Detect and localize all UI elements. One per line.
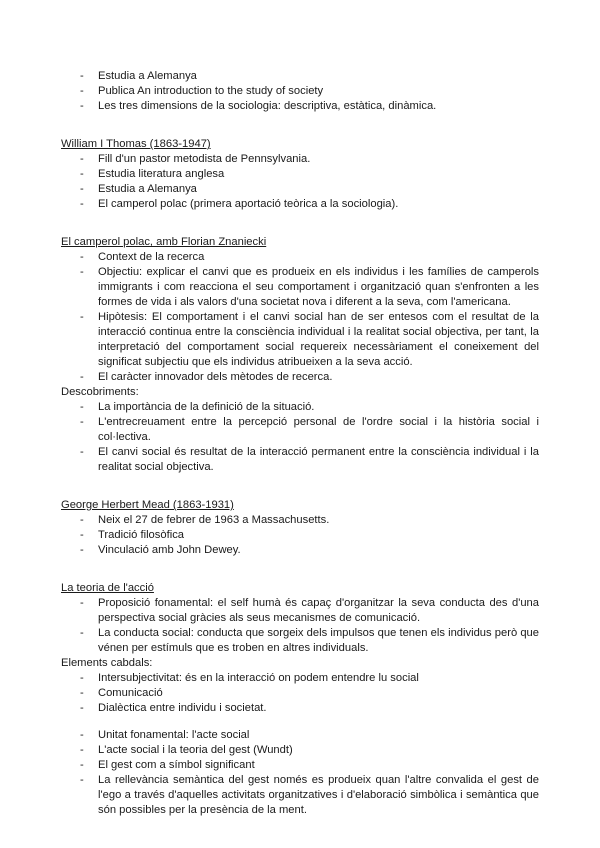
dash-bullet: - [80,401,84,413]
dash-bullet: - [80,85,84,97]
dash-bullet: - [80,759,84,771]
list-item: - Fill d'un pastor metodista de Pennsylvania. [80,153,311,165]
dash-bullet: - [80,251,84,263]
thomas-list [61,152,539,212]
dash-bullet: - [80,266,84,278]
elements-list [61,671,539,716]
dash-bullet: - [80,544,84,556]
list-item: - Vinculació amb John Dewey. [80,544,241,556]
intro-list [61,69,539,114]
dash-bullet: - [80,416,84,428]
list-item: - L'entrecreuament entre la percepció personal de l'ordre social i la història social i col·lectiva. [80,416,539,443]
list-item: - Hipòtesis: El comportament i el canvi social han de ser entesos com el resultat de la interacció continua entre la consciència individual i la realitat social objectiva, per tant, la interpretació del comportament social requereix necessàriament el coneixement del significat subjectiu que els individus atribueixen a la seva acció. [80,311,539,368]
dash-bullet: - [80,311,84,323]
dash-bullet: - [80,529,84,541]
list-item: - Estudia a Alemanya [80,183,197,195]
dash-bullet: - [80,687,84,699]
camperol-section [61,235,539,475]
section-heading: El camperol polac, amb Florian Znaniecki [61,236,267,248]
mead-list [61,513,539,558]
dash-bullet: - [80,729,84,741]
dash-bullet: - [80,168,84,180]
dash-bullet: - [80,744,84,756]
list-item: - El canvi social és resultat de la interacció permanent entre la consciència individual i la realitat social objectiva. [80,446,539,473]
dash-bullet: - [80,514,84,526]
list-item: - Unitat fonamental: l'acte social [80,729,250,741]
dash-bullet: - [80,198,84,210]
list-item: - Publica An introduction to the study of society [80,85,324,97]
dash-bullet: - [80,153,84,165]
acte-social-list [61,728,539,818]
dash-bullet: - [80,774,84,786]
document-content [61,69,539,829]
section-heading: George Herbert Mead (1863-1931) [61,499,234,511]
list-item: - Estudia literatura anglesa [80,168,225,180]
dash-bullet: - [80,702,84,714]
section-heading: William I Thomas (1863-1947) [61,138,211,150]
descobriments-list [61,400,539,475]
list-item: - La importància de la definició de la situació. [80,401,315,413]
subsection-label: Elements cabdals: [61,657,153,669]
dash-bullet: - [80,70,84,82]
section-heading: La teoria de l'acció [61,582,154,594]
list-item: - El caràcter innovador dels mètodes de recerca. [80,371,333,383]
list-item: - El camperol polac (primera aportació teòrica a la sociologia). [80,198,399,210]
dash-bullet: - [80,672,84,684]
list-item: - Neix el 27 de febrer de 1963 a Massachusetts. [80,514,330,526]
list-item: - Tradició filosòfica [80,529,185,541]
list-item: - Proposició fonamental: el self humà és capaç d'organitzar la seva conducta des d'una perspectiva social gràcies als seus mecanismes de comunicació. [80,597,539,624]
list-item: - Les tres dimensions de la sociologia: descriptiva, estàtica, dinàmica. [80,100,437,112]
intro-section [61,69,539,114]
dash-bullet: - [80,371,84,383]
list-item: - Comunicació [80,687,163,699]
list-item: - Objectiu: explicar el canvi que es produeix en els individus i les famílies de camperols immigrants i com reacciona el seu comportament i organització quan s'enfronten a les formes de vida i als valors d'una societat nova i diferent a la seva, com l'americana. [80,266,539,308]
list-item: - L'acte social i la teoria del gest (Wundt) [80,744,293,756]
list-item: - Estudia a Alemanya [80,70,197,82]
mead-section [61,498,539,558]
thomas-section [61,137,539,212]
list-item: - Context de la recerca [80,251,205,263]
dash-bullet: - [80,183,84,195]
list-item: - Intersubjectivitat: és en la interacció on podem entendre lu social [80,672,419,684]
subsection-label: Descobriments: [61,386,139,398]
list-item: - La conducta social: conducta que sorgeix dels impulsos que tenen els individus però que vénen per estímuls que es troben en altres individuals. [80,627,539,654]
dash-bullet: - [80,446,84,458]
list-item: - El gest com a símbol significant [80,759,255,771]
camperol-list [61,250,539,385]
teoria-list [61,596,539,656]
list-item: - Dialèctica entre individu i societat. [80,702,267,714]
dash-bullet: - [80,627,84,639]
list-item: - La rellevància semàntica del gest només es produeix quan l'altre convalida el gest de l'ego a través d'aquelles activitats organitzatives i d'elaboració simbòlica i semàntica que són possibles per la presència de la ment. [80,774,539,816]
dash-bullet: - [80,100,84,112]
dash-bullet: - [80,597,84,609]
teoria-section [61,581,539,818]
